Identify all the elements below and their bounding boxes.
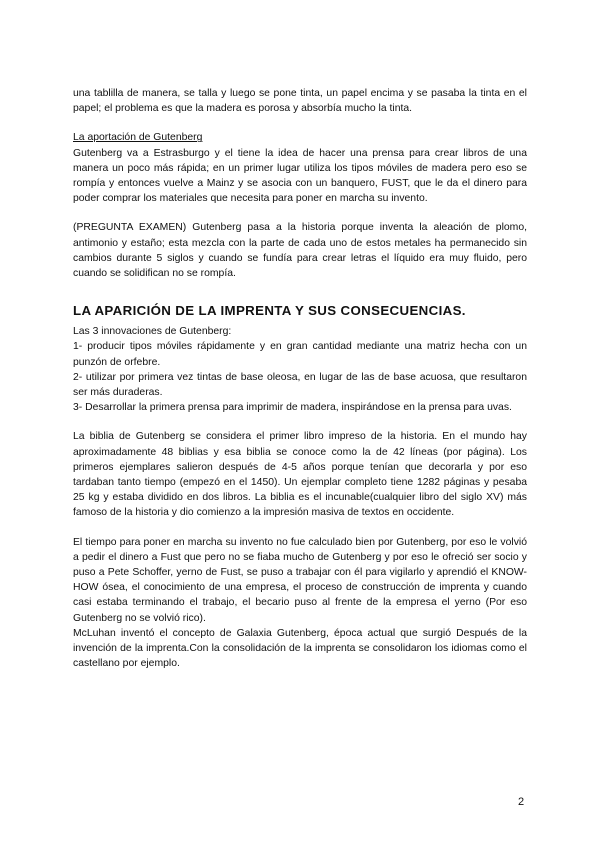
innovations-intro: Las 3 innovaciones de Gutenberg: [73,326,232,338]
innovation-item-3: 3- Desarrollar la primera prensa para imprimir de madera, inspirándose en la prensa para uvas. [73,402,512,414]
subheading-gutenberg-contribution: La aportación de Gutenberg [73,132,203,144]
paragraph-bible: La biblia de Gutenberg se considera el primer libro impreso de la historia. En el mundo hay aproximadamente 48 biblias y esa biblia se conoce como la de 42 líneas (por página). Los primeros ejemplares salieron después de 4-5 años porque tenían que decorarla y por eso tardaban tanto tiempo (empezó en el 1450). Un ejemplar completo tiene 1282 páginas y pesaba 25 kg y estaba dividido en dos libros. La biblia es el incunable(cualquier libro del siglo XV) más famoso de la historia y dio comienzo a la impresión masiva de textos en occidente. [73,431,527,519]
paragraph-gutenberg-press: Gutenberg va a Estrasburgo y el tiene la idea de hacer una prensa para crear libros de una manera un poco más rápida; en un primer lugar utiliza los tipos móviles de madera pero eso se rompía y entonces vuelve a Mainz y se asocia con un banquero, FUST, que le da el dinero para poder comprar los materiales que necesita para poner en marcha su invento. [73,147,527,205]
innovation-item-1: 1- producir tipos móviles rápidamente y en gran cantidad mediante una matriz hecha con un punzón de orfebre. [73,341,527,368]
paragraph-woodblock: una tablilla de manera, se talla y luego se pone tinta, un papel encima y se pasaba la tinta en el papel; el problema es que la madera es porosa y absorbía mucho la tinta. [73,88,527,115]
section-heading: LA APARICIÓN DE LA IMPRENTA Y SUS CONSECUENCIAS. [73,303,466,319]
paragraph-mcluhan: McLuhan inventó el concepto de Galaxia Gutenberg, época actual que surgió Después de la invención de la imprenta.Con la consolidación de la imprenta se consolidaron los idiomas como el castellano por ejemplo. [73,627,527,670]
paragraph-fust-schoffer: El tiempo para poner en marcha su invento no fue calculado bien por Gutenberg, por eso le volvió a pedir el dinero a Fust que pero no se fiaba mucho de Gutenberg y por eso le ofreció ser socio y puso a Pete Schoffer, yerno de Fust, se puso a trabajar con él para vigilarlo y aprendió el KNOW-HOW ósea, el conocimiento de una empresa, el proceso de construcción de imprenta y cuando casi estaba terminando el trabajo, el becario puso al frente de la empresa el yerno (Por eso Gutenberg no se volvió rico). [73,536,527,624]
innovation-item-2: 2- utilizar por primera vez tintas de base oleosa, en lugar de las de base acuosa, que resultaron ser más duraderas. [73,371,527,399]
page-number: 2 [518,796,525,808]
paragraph-alloy: (PREGUNTA EXAMEN) Gutenberg pasa a la historia porque inventa la aleación de plomo, antimonio y estaño; esta mezcla con la parte de cada uno de estos metales ha permanecido sin cambios durante 5 siglos y cuando se fundía para crear letras el líquido era muy fluido, pero cuando se solidifican no se rompía. [73,222,527,280]
page-content [73,86,527,672]
